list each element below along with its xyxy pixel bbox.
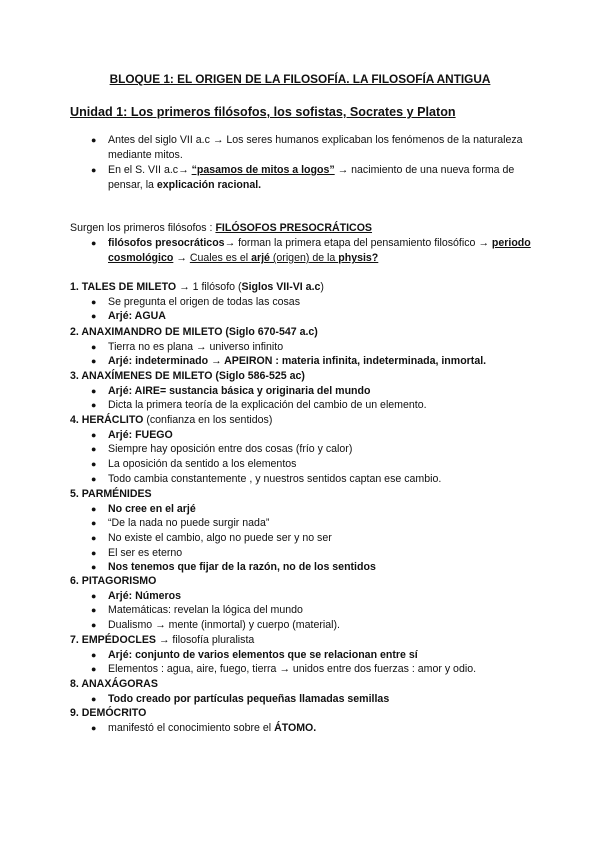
- page-title: BLOQUE 1: EL ORIGEN DE LA FILOSOFÍA. LA FILOSOFÍA ANTIGUA: [109, 72, 491, 86]
- list-item: [91, 531, 376, 546]
- section-heraclito: [70, 413, 441, 486]
- bullet-icon: ●: [91, 385, 97, 396]
- bullet-icon: ●: [91, 341, 97, 352]
- list-item-text: Arjé: indeterminado → APEIRON : materia infinita, indeterminada, inmortal.: [108, 355, 487, 368]
- bullet-icon: ●: [91, 473, 97, 484]
- section-name: TALES DE MILETO: [81, 281, 177, 293]
- list-item: [91, 560, 376, 575]
- unit-heading: Unidad 1: Los primeros filósofos, los sofistas, Socrates y Platon: [70, 105, 456, 119]
- section-heading: 8. ANAXÁGORAS: [70, 678, 158, 690]
- bullet-icon: ●: [91, 503, 97, 514]
- bullet-icon: ●: [91, 562, 97, 573]
- section-heading: 9. DEMÓCRITO: [70, 707, 147, 719]
- list-item-text: Arjé: conjunto de varios elementos que se relacionan entre sí: [108, 648, 418, 661]
- bullet-icon: ●: [91, 518, 97, 529]
- list-item: [91, 692, 390, 707]
- list-item: [91, 502, 376, 517]
- bullet-icon: ●: [91, 722, 97, 733]
- section-anaximandro: [70, 325, 486, 369]
- list-item: [91, 309, 324, 324]
- presocraticos-intro: [70, 222, 372, 234]
- bullet-icon: ●: [91, 590, 97, 601]
- list-item: [91, 648, 476, 663]
- section-heading: 3. ANAXÍMENES DE MILETO (Siglo 586-525 ac): [70, 370, 305, 382]
- bullet-icon: ●: [91, 429, 97, 440]
- list-item: [91, 472, 442, 487]
- list-item-text: La oposición da sentido a los elementos: [108, 457, 297, 470]
- intro-item-2: [91, 163, 528, 192]
- section-name: 7. EMPÉDOCLES: [70, 634, 156, 646]
- list-item: [91, 546, 376, 561]
- list-item: [91, 354, 487, 369]
- section-extra: → filosofía pluralista: [155, 634, 255, 646]
- presoc-b3: periodo cosmológico: [108, 237, 531, 264]
- section-name: 4. HERÁCLITO: [70, 414, 144, 426]
- bullet-icon: ●: [91, 693, 97, 704]
- list-item-text: Todo cambia constantemente , y nuestros sentidos captan ese cambio.: [108, 472, 442, 485]
- intro-item-2-quote: “pasamos de mitos a logos”: [191, 164, 335, 176]
- list-item: [91, 603, 340, 618]
- list-item-text: Tierra no es plana → universo infinito: [108, 340, 284, 353]
- bullet-icon: ●: [91, 605, 97, 616]
- section-heading: 5. PARMÉNIDES: [70, 488, 152, 500]
- list-item: [91, 340, 486, 355]
- bullet-icon: ●: [91, 296, 97, 307]
- list-item: [91, 384, 427, 399]
- section-extra: (confianza en los sentidos): [143, 414, 273, 426]
- bullet-icon: ●: [91, 532, 97, 543]
- list-item-text: Elementos : agua, aire, fuego, tierra → unidos entre dos fuerzas : amor y odio.: [108, 663, 477, 676]
- intro-item-1-text: Antes del siglo VII a.c → Los seres humanos explicaban los fenómenos de la naturaleza mediante mitos.: [108, 134, 523, 161]
- list-item: [91, 589, 340, 604]
- bullet-icon: ●: [91, 649, 97, 660]
- list-item-text: Todo creado por partículas pequeñas llamadas semillas: [108, 692, 390, 705]
- list-item-text: “De la nada no puede surgir nada”: [108, 517, 270, 530]
- intro-item-2-bold: explicación racional.: [156, 178, 262, 191]
- presoc-b2: → forman la primera etapa del pensamiento filosófico →: [224, 237, 492, 249]
- list-item-text: No existe el cambio, algo no puede ser y no ser: [108, 531, 332, 544]
- list-item-text: Siempre hay oposición entre dos cosas (frío y calor): [108, 443, 353, 456]
- section-extra: → 1 filósofo (: [176, 281, 242, 293]
- list-item: [91, 516, 376, 531]
- list-item-text: Se pregunta el origen de todas las cosas: [108, 295, 300, 308]
- list-item-text: Arjé: AIRE= sustancia básica y originaria del mundo: [108, 384, 371, 397]
- list-item-bold: ÁTOMO.: [274, 721, 317, 734]
- bullet-icon: ●: [91, 400, 97, 411]
- list-item-text: Dualismo → mente (inmortal) y cuerpo (material).: [108, 618, 340, 631]
- bullet-icon: ●: [91, 135, 97, 145]
- list-item-text: Dicta la primera teoría de la explicación del cambio de un elemento.: [108, 399, 427, 412]
- presocraticos-bullet: [91, 236, 538, 266]
- presoc-b7: (origen) de la: [269, 252, 339, 264]
- section-heading: 2. ANAXIMANDRO DE MILETO (Siglo 670-547 a.c): [70, 326, 318, 338]
- list-item-text: manifestó el conocimiento sobre el: [108, 721, 275, 734]
- bullet-icon: ●: [91, 165, 97, 175]
- bullet-icon: ●: [91, 458, 97, 469]
- list-item-text: Arjé: AGUA: [108, 310, 166, 323]
- intro-item-2-text-a: En el S. VII a.c→: [108, 164, 192, 176]
- section-anaximenes: [70, 369, 427, 413]
- list-item: [91, 442, 441, 457]
- bullet-icon: ●: [91, 311, 97, 322]
- section-anaxagoras: [70, 677, 389, 706]
- list-item: [91, 457, 441, 472]
- bullet-icon: ●: [91, 664, 97, 675]
- bullet-icon: ●: [91, 444, 97, 455]
- bullet-icon: ●: [91, 619, 97, 630]
- intro-item-2-text-c: → nacimiento de una nueva forma de pensar, la: [108, 164, 515, 191]
- list-item-text: Arjé: Números: [108, 589, 181, 602]
- bullet-icon: ●: [91, 356, 97, 367]
- list-item-text: Arjé: FUEGO: [108, 428, 173, 441]
- list-item-text: El ser es eterno: [108, 546, 183, 559]
- section-heading: [70, 413, 441, 428]
- list-item-text: Matemáticas: revelan la lógica del mundo: [108, 604, 303, 617]
- section-parmenides: [70, 487, 376, 575]
- bullet-icon: ●: [91, 547, 97, 558]
- list-item-text: Nos tenemos que fijar de la razón, no de los sentidos: [108, 561, 376, 574]
- section-extra-close: ): [320, 281, 324, 293]
- list-item: [91, 618, 340, 633]
- section-heading: [70, 280, 324, 295]
- presoc-b4: →: [173, 252, 190, 264]
- presoc-b6: arjé: [251, 252, 270, 264]
- intro-item-1: [91, 133, 528, 162]
- section-extra-bold: Siglos VII-VI a.c: [241, 281, 321, 293]
- section-heading: 6. PITAGORISMO: [70, 575, 157, 587]
- list-item: [91, 428, 441, 443]
- list-item-text: No cree en el arjé: [108, 502, 196, 515]
- presoc-b1: filósofos presocráticos: [108, 237, 225, 249]
- list-item: [91, 398, 427, 413]
- list-item: [91, 721, 317, 736]
- list-item: [91, 662, 477, 677]
- section-pitagorismo: [70, 574, 340, 633]
- section-number: 1.: [70, 281, 82, 293]
- bullet-icon: ●: [91, 238, 97, 248]
- section-heading: [70, 633, 476, 648]
- section-democrito: [70, 706, 316, 735]
- presoc-b8: physis?: [338, 252, 379, 264]
- section-tales: [70, 280, 324, 324]
- presocraticos-prefix: Surgen los primeros filósofos :: [70, 222, 216, 234]
- presocraticos-heading: FILÓSOFOS PRESOCRÁTICOS: [215, 222, 373, 234]
- presoc-b5: Cuales es el: [189, 252, 252, 264]
- section-empedocles: [70, 633, 476, 677]
- list-item: [91, 295, 324, 310]
